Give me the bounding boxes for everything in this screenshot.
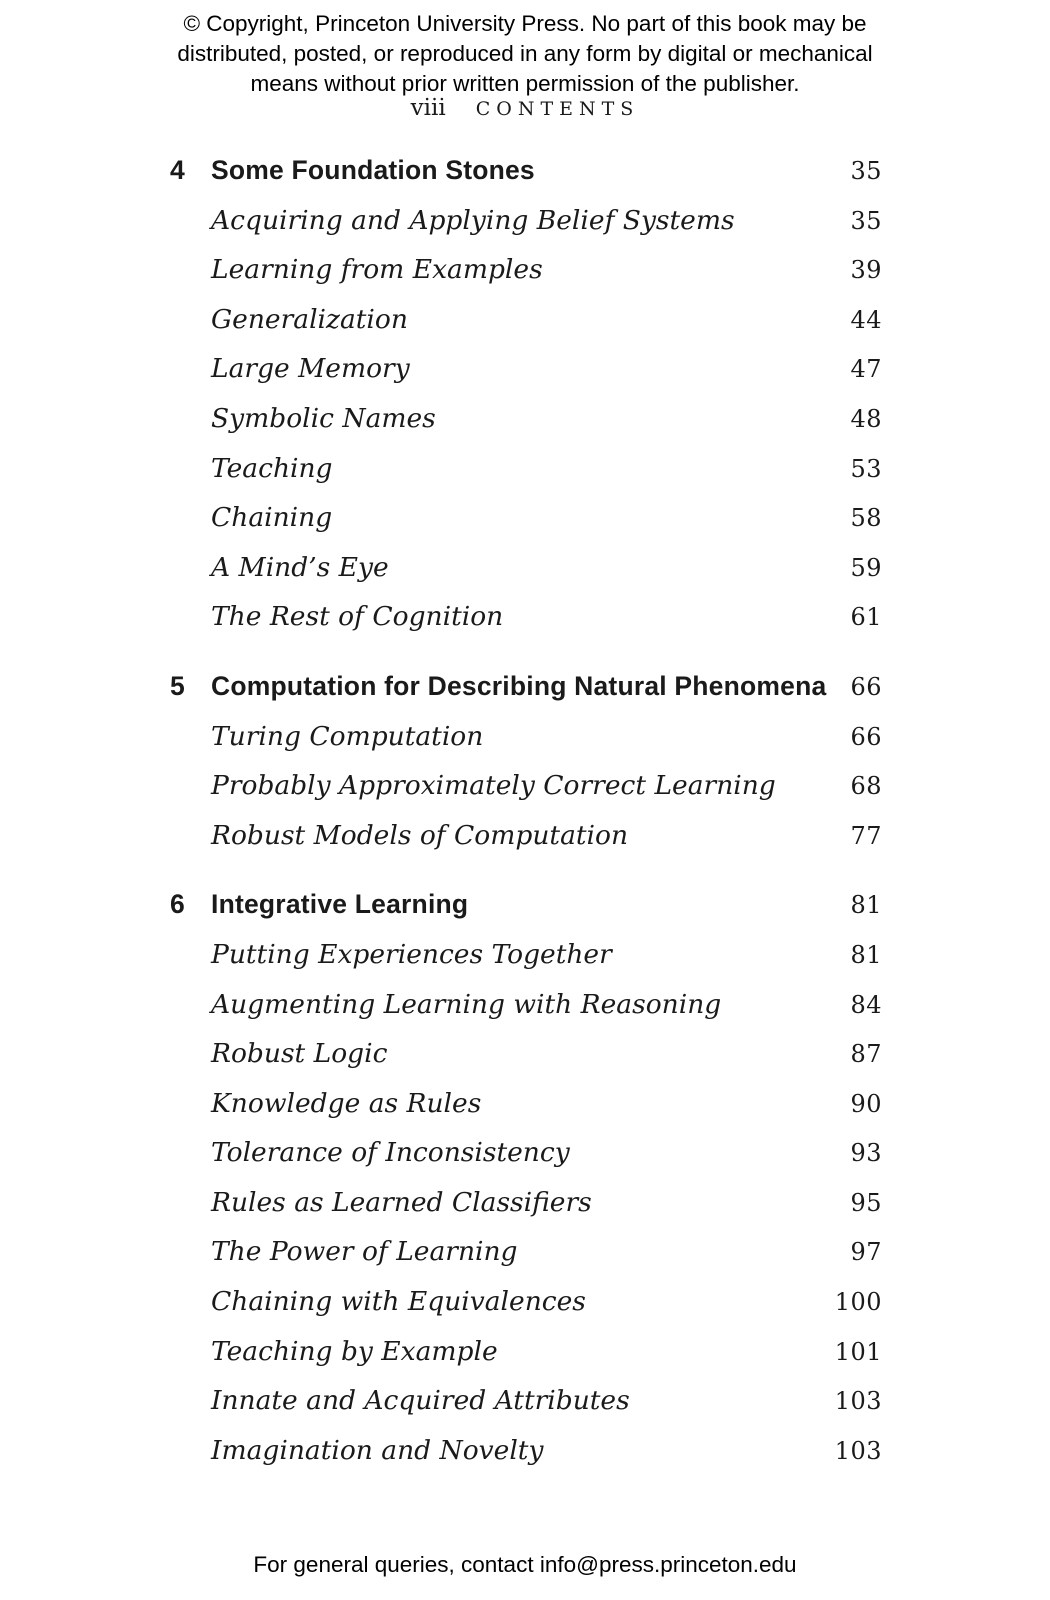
toc-section-row	[170, 196, 882, 246]
toc-section-row	[170, 543, 882, 593]
chapter-number: 6	[170, 889, 185, 920]
section-title: Robust Models of Computation	[211, 819, 629, 851]
section-title: Generalization	[211, 303, 408, 335]
section-page-number: 84	[850, 990, 882, 1019]
section-title: Innate and Acquired Attributes	[211, 1385, 630, 1417]
toc-section-row	[170, 592, 882, 642]
section-page-number: 103	[834, 1436, 882, 1465]
chapter-number: 4	[170, 155, 185, 185]
toc-section-row	[170, 761, 882, 811]
folio-page-number: viii	[410, 95, 446, 121]
chapter-gap	[170, 642, 882, 662]
section-title: Teaching by Example	[211, 1335, 498, 1367]
chapter-title: Integrative Learning	[211, 889, 469, 920]
section-title: The Rest of Cognition	[211, 601, 504, 633]
toc-section-row	[170, 712, 882, 762]
toc-section-row	[170, 1079, 882, 1129]
toc-section-row	[170, 1178, 882, 1228]
section-page-number: 58	[850, 504, 882, 533]
section-page-number: 87	[850, 1040, 882, 1069]
toc-section-row	[170, 1029, 882, 1079]
section-page-number: 47	[850, 355, 882, 384]
section-title: Large Memory	[211, 353, 410, 385]
chapter-title: Some Foundation Stones	[211, 155, 535, 185]
section-title: Probably Approximately Correct Learning	[211, 770, 776, 802]
section-title: Tolerance of Inconsistency	[211, 1137, 570, 1169]
section-page-number: 39	[850, 256, 882, 285]
section-page-number: 61	[850, 603, 882, 632]
copyright-notice	[0, 9, 1050, 99]
section-page-number: 53	[850, 454, 882, 483]
chapter-page-number: 35	[850, 157, 882, 185]
toc-section-row	[170, 1277, 882, 1327]
section-page-number: 95	[850, 1188, 882, 1217]
section-page-number: 66	[850, 722, 882, 751]
toc-section-row	[170, 980, 882, 1030]
toc-chapter-row	[170, 880, 882, 930]
section-page-number: 48	[850, 404, 882, 433]
toc-section-row	[170, 295, 882, 345]
section-title: Imagination and Novelty	[211, 1434, 544, 1466]
table-of-contents	[170, 146, 882, 1475]
toc-chapter-row	[170, 146, 882, 196]
section-page-number: 101	[834, 1337, 882, 1366]
chapter-title: Computation for Describing Natural Phenomena	[211, 670, 827, 701]
toc-section-row	[170, 930, 882, 980]
toc-section-row	[170, 245, 882, 295]
section-title: Knowledge as Rules	[211, 1087, 482, 1119]
chapter-page-number: 81	[850, 891, 882, 920]
footer-queries-note: For general queries, contact info@press.princeton.edu	[253, 1552, 797, 1577]
copyright-line: means without prior written permission of the publisher.	[250, 71, 800, 96]
toc-chapter-row	[170, 662, 882, 712]
chapter-number: 5	[170, 670, 185, 701]
section-title: Chaining with Equivalences	[211, 1286, 586, 1318]
toc-section-row	[170, 444, 882, 494]
section-page-number: 77	[850, 821, 882, 850]
section-page-number: 90	[850, 1089, 882, 1118]
section-title: Learning from Examples	[211, 254, 543, 286]
section-title: Robust Logic	[211, 1038, 388, 1070]
toc-section-row	[170, 493, 882, 543]
section-title: Putting Experiences Together	[211, 938, 612, 970]
section-title: Symbolic Names	[211, 402, 436, 434]
section-page-number: 100	[834, 1288, 882, 1317]
running-head-title: CONTENTS	[475, 98, 640, 120]
section-page-number: 97	[850, 1238, 882, 1267]
section-title: Acquiring and Applying Belief Systems	[211, 204, 735, 236]
toc-section-row	[170, 811, 882, 861]
section-title: Chaining	[211, 502, 333, 534]
toc-section-row	[170, 344, 882, 394]
running-head	[0, 95, 1050, 121]
section-page-number: 44	[850, 305, 882, 334]
copyright-line: © Copyright, Princeton University Press. No part of this book may be	[183, 11, 867, 36]
section-title: A Mind’s Eye	[211, 551, 389, 583]
toc-section-row	[170, 1376, 882, 1426]
toc-section-row	[170, 1426, 882, 1476]
toc-section-row	[170, 1227, 882, 1277]
section-title: The Power of Learning	[211, 1236, 518, 1268]
toc-section-row	[170, 394, 882, 444]
section-page-number: 93	[850, 1139, 882, 1168]
chapter-page-number: 66	[850, 672, 882, 701]
section-page-number: 59	[850, 553, 882, 582]
section-page-number: 35	[850, 206, 882, 235]
section-page-number: 68	[850, 772, 882, 801]
section-page-number: 103	[834, 1387, 882, 1416]
toc-section-row	[170, 1128, 882, 1178]
section-page-number: 81	[850, 940, 882, 969]
section-title: Augmenting Learning with Reasoning	[211, 988, 722, 1020]
chapter-gap	[170, 860, 882, 880]
section-title: Turing Computation	[211, 720, 484, 752]
section-title: Teaching	[211, 452, 333, 484]
copyright-line: distributed, posted, or reproduced in any form by digital or mechanical	[177, 41, 873, 66]
section-title: Rules as Learned Classifiers	[211, 1186, 592, 1218]
toc-section-row	[170, 1327, 882, 1377]
